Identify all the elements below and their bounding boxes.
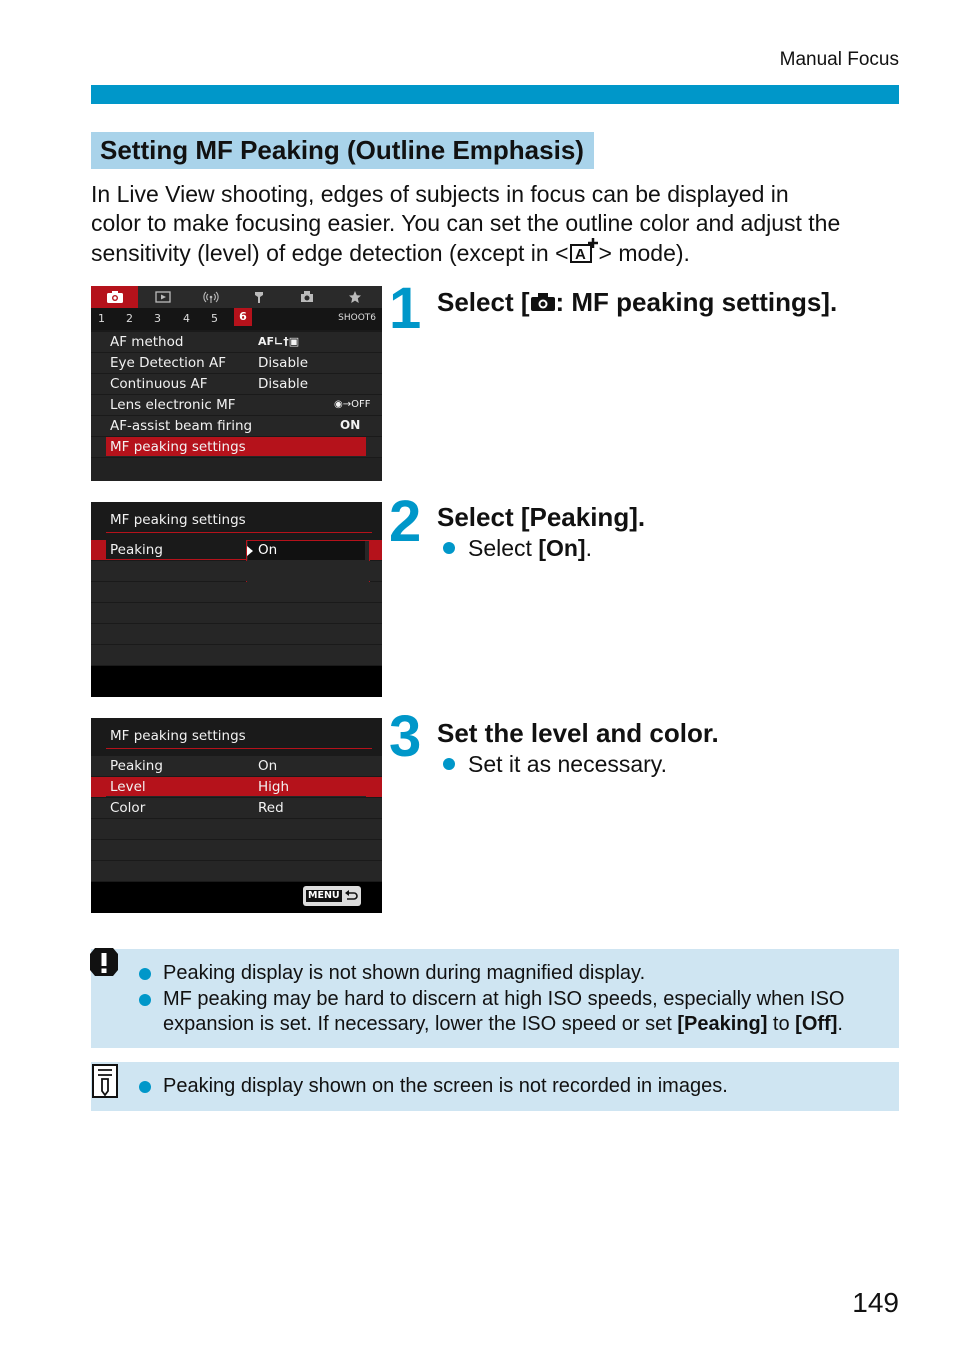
menu-row: [91, 756, 382, 776]
menu-row-empty: [91, 861, 382, 881]
return-arrow-icon: [344, 890, 358, 902]
bullet-dot: [139, 994, 151, 1006]
step-1-title-before: Select [: [437, 287, 530, 317]
step-1-title: [437, 287, 837, 319]
menu-row-empty: [91, 840, 382, 860]
title-underline: [106, 532, 372, 533]
caution-item-2-bold-1: [Peaking]: [677, 1013, 768, 1035]
menu-row-label: Continuous AF: [110, 376, 208, 392]
menu-row-empty: [91, 561, 382, 581]
selection-pointer-icon: [247, 546, 253, 556]
menu-row-empty: [91, 582, 382, 602]
svg-text:A: A: [574, 246, 586, 263]
caution-item-2: [139, 987, 879, 1037]
bullet-dot: [139, 968, 151, 980]
menu-row: [91, 798, 382, 818]
section-header: Manual Focus: [779, 49, 899, 70]
menu-row: [91, 332, 382, 352]
step-number-2: 2: [389, 489, 420, 554]
camera-screen-shoot6: [91, 286, 382, 481]
menu-tab-bar: [91, 286, 382, 308]
page-number-4: 4: [183, 312, 190, 325]
menu-row: [91, 353, 382, 373]
custom-functions-tab-icon: [283, 286, 330, 308]
bullet-dot: [443, 542, 455, 554]
menu-row-label: Color: [110, 800, 146, 816]
caution-item-2-line-1: MF peaking may be hard to discern at high ISO speeds, especially when ISO: [163, 988, 845, 1010]
caution-item-2-mid: to: [767, 1013, 796, 1035]
menu-row-value: ◉→OFF: [334, 399, 371, 410]
caution-item-1: [139, 961, 879, 986]
my-menu-star-icon: [331, 286, 378, 308]
step-2-bullet-bold: [On]: [538, 535, 586, 561]
camera-screen-peaking: [91, 502, 382, 697]
step-2-title: Select [Peaking].: [437, 502, 646, 532]
shoot-tab-icon: [91, 286, 138, 308]
caution-item-2-end: .: [837, 1013, 843, 1035]
menu-row-label: AF-assist beam firing: [110, 418, 253, 434]
screen-title: MF peaking settings: [110, 728, 246, 744]
step-3-bullet: [443, 751, 667, 778]
menu-row-label: AF method: [110, 334, 184, 350]
menu-row-empty: [91, 603, 382, 623]
menu-page-numbers: [91, 308, 382, 330]
step-3-bullet-text: Set it as necessary.: [468, 751, 667, 777]
memo-item-1-text: Peaking display shown on the screen is not recorded in images.: [163, 1075, 728, 1097]
menu-row-empty: [91, 458, 382, 481]
menu-row-selected: [91, 437, 382, 457]
page-number-3: 3: [154, 312, 161, 325]
playback-tab-icon: [139, 286, 186, 308]
menu-row-selected: [91, 777, 382, 797]
step-1-title-after: : MF peaking settings].: [555, 287, 838, 317]
menu-row-empty: [91, 624, 382, 644]
step-number-1: 1: [389, 276, 420, 341]
menu-return-button: [303, 886, 361, 906]
step-number-3: 3: [389, 704, 420, 769]
menu-row-label: Peaking: [110, 758, 163, 774]
scene-intelligent-auto-icon: [569, 238, 599, 271]
bullet-dot: [139, 1081, 151, 1093]
page-number-5: 5: [211, 312, 218, 325]
menu-row-label: Level: [110, 779, 146, 795]
caution-item-1-text: Peaking display is not shown during magnified display.: [163, 962, 646, 984]
screen-title: MF peaking settings: [110, 512, 246, 528]
menu-row-empty: [91, 819, 382, 839]
intro-line-1: In Live View shooting, edges of subjects in focus can be displayed in: [91, 181, 789, 207]
step-2-bullet-after: .: [585, 535, 592, 561]
page-number-1: 1: [98, 312, 105, 325]
step-2-bullet-before: Select: [468, 535, 539, 561]
caution-item-2-bold-2: [Off]: [795, 1013, 838, 1035]
menu-row: [91, 395, 382, 415]
bullet-dot: [443, 758, 455, 770]
screen-footer: [91, 882, 382, 913]
screen-footer: [91, 666, 382, 697]
camera-screen-level-color: [91, 718, 382, 913]
caution-item-2-text: expansion is set. If necessary, lower the ISO speed or set: [163, 1013, 678, 1035]
menu-row: [91, 416, 382, 436]
camera-shoot-icon: [530, 288, 556, 319]
intro-line-3: [91, 238, 891, 271]
menu-button-label: MENU: [308, 890, 340, 901]
memo-item-1: [139, 1074, 879, 1099]
menu-row-value: On: [258, 758, 278, 774]
page-number-2: 2: [126, 312, 133, 325]
menu-row-label: Eye Detection AF: [110, 355, 226, 371]
menu-row-label: MF peaking settings: [110, 439, 246, 455]
menu-row-value: Red: [258, 800, 284, 816]
setup-tab-icon: [235, 286, 282, 308]
page-number-6: 6: [234, 308, 252, 326]
step-2-bullet: [443, 535, 592, 562]
menu-row-value: ON: [340, 418, 361, 432]
intro-line-3-before: sensitivity (level) of edge detection (except in <: [91, 240, 569, 266]
menu-row-empty: [91, 645, 382, 665]
peaking-label: Peaking: [110, 542, 163, 558]
section-title: Setting MF Peaking (Outline Emphasis): [91, 132, 594, 169]
title-underline: [106, 748, 372, 749]
intro-line-2: color to make focusing easier. You can set the outline color and adjust the: [91, 210, 841, 236]
menu-row-value: Disable: [258, 376, 309, 392]
caution-icon: [89, 946, 119, 983]
page-number: 149: [852, 1287, 899, 1318]
shoot-page-label: SHOOT6: [338, 313, 376, 323]
caution-item-2-line-2: [139, 1012, 879, 1037]
caution-box: [91, 949, 899, 1048]
header-bar: [91, 85, 899, 104]
intro-paragraph: [91, 180, 891, 271]
menu-row-value: AF∟†▣: [258, 335, 300, 348]
wireless-tab-icon: [187, 286, 234, 308]
memo-box: [91, 1062, 899, 1111]
memo-note-icon: [91, 1064, 119, 1103]
menu-row-value: High: [258, 779, 290, 795]
menu-row-label: Lens electronic MF: [110, 397, 236, 413]
step-3-title: Set the level and color.: [437, 718, 719, 748]
intro-line-3-after: > mode).: [598, 240, 690, 266]
option-on: On: [258, 542, 278, 558]
menu-row-value: Disable: [258, 355, 309, 371]
menu-row: [91, 374, 382, 394]
